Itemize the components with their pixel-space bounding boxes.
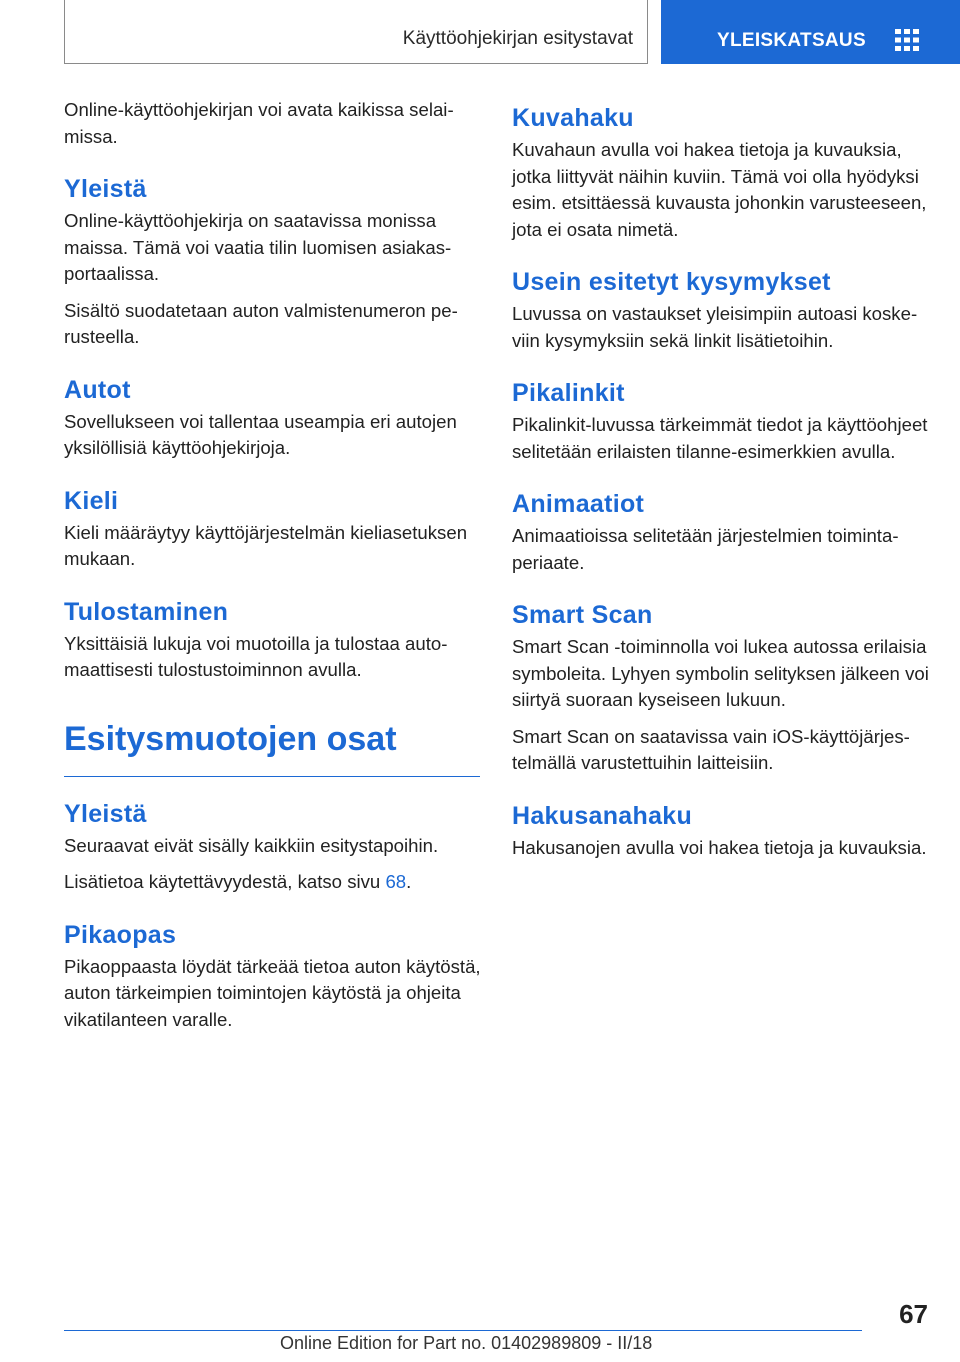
heading-tulostaminen: Tulostaminen — [64, 597, 229, 626]
heading-pikalinkit: Pikalinkit — [512, 379, 625, 407]
yleista-paragraph-2: Sisältö suodatetaan auton valmistenumeron perusteella. — [64, 299, 458, 347]
heading-kuvahaku: Kuvahaku — [512, 104, 634, 132]
footer-divider — [64, 1330, 862, 1331]
yleista2-text: Lisätietoa käytettävyydestä, katso sivu — [64, 871, 386, 892]
left-column — [64, 97, 484, 1043]
yleista2-period: . — [406, 871, 412, 892]
yleista2-paragraph-2 — [64, 869, 484, 896]
header-tab-overview[interactable] — [661, 0, 960, 64]
heading-pikaopas: Pikaopas — [64, 920, 177, 949]
header-title-box — [64, 0, 648, 64]
hakusanahaku-paragraph: Hakusanojen avulla voi hakea tietoja ja kuvauksia. — [512, 836, 927, 858]
heading-kieli: Kieli — [64, 486, 119, 515]
kuvahaku-paragraph: Kuvahaun avulla voi hakea tietoja ja kuvauksia, jotka liittyvät näihin kuviin. Tämä voi olla hyödyksi esim. etsittäessä kuvausta johonkin varusteeseen, jota ei osata nimetä. — [512, 139, 927, 240]
page-number: 67 — [899, 1299, 928, 1329]
heading-hakusanahaku: Hakusanahaku — [512, 801, 693, 830]
pikalinkit-paragraph: Pikalinkit-luvussa tärkeimmät tiedot ja käyttöohjeet selitetään erilaisten tilanne-esimerkkien avulla. — [512, 414, 928, 462]
pikaopas-paragraph: Pikaoppaasta löydät tärkeää tietoa auton käytöstä, auton tärkeimpien toimintojen käytöstä ja ohjeita vikatilanteen varalle. — [64, 955, 481, 1030]
heading-smart-scan: Smart Scan — [512, 601, 653, 629]
grid-icon — [895, 29, 919, 51]
heading-yleista: Yleistä — [64, 175, 147, 203]
heading-yleista-2: Yleistä — [64, 799, 147, 828]
autot-paragraph: Sovellukseen voi tallentaa useampia eri autojen yksilöllisiä käyttöohjekirjoja. — [64, 410, 457, 458]
kieli-paragraph: Kieli määräytyy käyttöjärjestelmän kieliasetuksen mukaan. — [64, 521, 468, 569]
footer-edition-text: Online Edition for Part no. 01402989809 - II/18 — [280, 1333, 653, 1353]
faq-paragraph: Luvussa on vastaukset yleisimpiin autoasi koskeviin kysymyksiin sekä linkit lisätietoihin. — [512, 303, 918, 351]
header-title: Käyttöohjekirjan esitystavat — [402, 28, 633, 49]
section-title: Esitysmuotojen osat — [64, 714, 480, 777]
tulostaminen-paragraph: Yksittäisiä lukuja voi muotoilla ja tulostaa automaattisesti tulostustoiminnon avulla. — [64, 632, 448, 680]
smartscan-paragraph-1: Smart Scan -toiminnolla voi lukea autossa erilaisia symboleita. Lyhyen symbolin selityksen jälkeen voi siirtyä suoraan kyseiseen lukuun. — [512, 636, 929, 710]
intro-paragraph: Online-käyttöohjekirjan voi avata kaikissa selaimissa. — [64, 99, 454, 147]
heading-faq: Usein esitetyt kysymykset — [512, 268, 831, 296]
yleista-paragraph-1: Online-käyttöohjekirja on saatavissa monissa maissa. Tämä voi vaatia tilin luomisen asiakasportaalissa. — [64, 210, 452, 284]
yleista2-paragraph-1: Seuraavat eivät sisälly kaikkiin esitystapoihin. — [64, 834, 439, 856]
page-link-68[interactable]: 68 — [385, 871, 407, 892]
right-column — [512, 97, 932, 871]
heading-autot: Autot — [64, 375, 131, 404]
smartscan-paragraph-2: Smart Scan on saatavissa vain iOS-käyttöjärjestelmällä varustettuihin laitteisiin. — [512, 725, 910, 773]
heading-animaatiot: Animaatiot — [512, 490, 645, 518]
animaatiot-paragraph: Animaatioissa selitetään järjestelmien toimintaperiaate. — [512, 525, 899, 573]
header-tab-label: YLEISKATSAUS — [717, 30, 866, 51]
